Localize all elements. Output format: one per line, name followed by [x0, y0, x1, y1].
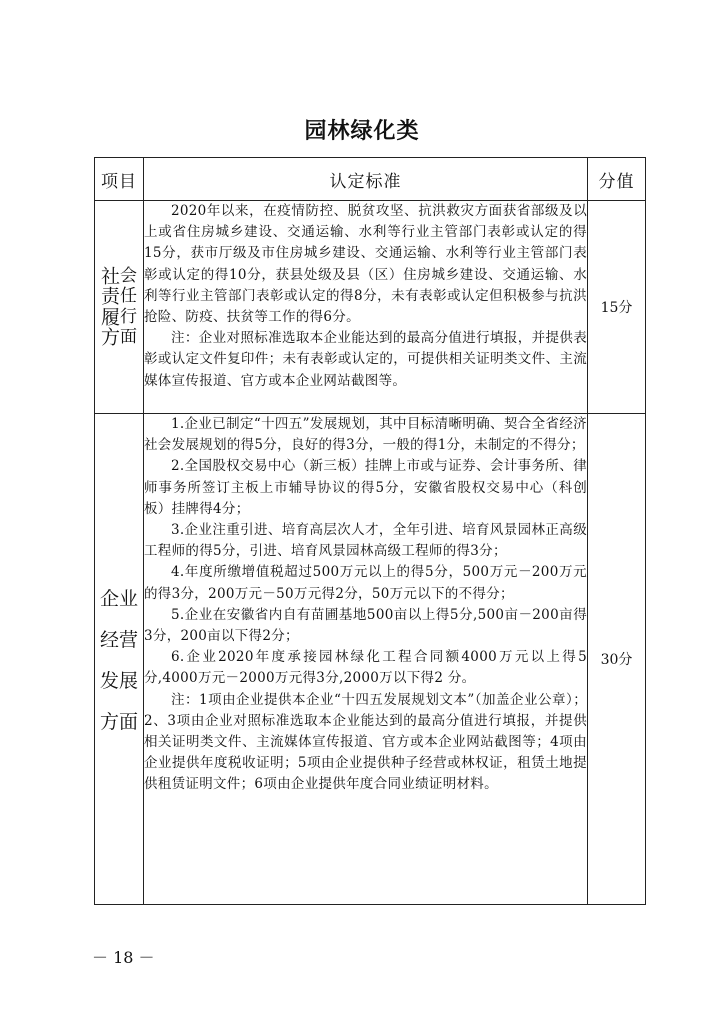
item-char: 方 — [100, 326, 120, 349]
item-line: 发展 — [99, 670, 138, 692]
item-social-responsibility — [95, 201, 144, 414]
table-row — [95, 414, 646, 905]
criteria-paragraph: 2020年以来，在疫情防控、脱贫攻坚、抗洪救灾方面获省部级及以上或省住房城乡建设、交通运输、水利等行业主管部门表彰或认定的得15分，获市厅级及市住房城乡建设、交通运输、水利等行业主管部门表彰或认定的得10分，获县处级及县（区）住房城乡建设、交通运输、水利等行业主管部门表彰或认定的得8分，未有表彰或认定但积极参与抗洪抢险、防疫、扶贫等工作的得6分。 — [144, 203, 587, 326]
criteria-note: 注：1项由企业提供本企业“十四五发展规划文本”（加盖企业公章）；2、3项由企业对照标准选取本企业能达到的最高分值进行填报，并提供相关证明类文件、主流媒体宣传报道、官方或本企业网站截图等；4项由企业提供年度税收证明；5项由企业提供种子经营或林权证，租赁土地提供租赁证明文件；6项由企业提供年度合同业绩证明材料。 — [144, 691, 587, 793]
item-char: 社 — [100, 265, 120, 288]
criteria-paragraph: 4.年度所缴增值税超过500万元以上的得5分，500万元－200万元的得3分，200万元－50万元得2分，50万元以下的不得分； — [144, 564, 587, 602]
item-char: 任 — [120, 286, 137, 307]
item-char: 会 — [120, 265, 137, 286]
document-title: 园林绿化类 — [304, 119, 420, 144]
criteria-note: 注：企业对照标准选取本企业能达到的最高分值进行填报，并提供表彰或认定文件复印件；未有表彰或认定的，可提供相关证明类文件、主流媒体宣传报道、官方或本企业网站截图等。 — [144, 330, 587, 389]
item-char: 履 — [100, 306, 120, 329]
item-char: 面 — [120, 327, 137, 348]
header-criteria: 认定标准 — [144, 158, 588, 201]
criteria-paragraph: 3.企业注重引进、培育高层次人才，全年引进、培育风景园林正高级工程师的得5分，引进、培育风景园林高级工程师的得3分； — [144, 522, 587, 560]
criteria-social-responsibility — [144, 201, 588, 414]
score-social-responsibility: 15分 — [588, 201, 646, 414]
item-char: 责 — [100, 285, 120, 308]
item-line: 经营 — [99, 629, 138, 651]
score-business-development: 30分 — [588, 414, 646, 905]
table-header-row — [95, 158, 646, 201]
page-number: － 18 － — [92, 948, 155, 967]
item-line: 方面 — [99, 711, 138, 733]
header-score: 分值 — [588, 158, 646, 201]
criteria-paragraph: 6.企业2020年度承接园林绿化工程合同额4000万元以上得5分,4000万元－2000万元得3分,2000万以下得2 分。 — [144, 649, 587, 687]
item-business-development — [95, 414, 144, 905]
criteria-business-development — [144, 414, 588, 905]
criteria-table — [94, 157, 646, 905]
criteria-paragraph: 2.全国股权交易中心（新三板）挂牌上市或与证券、会计事务所、律师事务所签订主板上市辅导协议的得5分，安徽省股权交易中心（科创板）挂牌得4分； — [144, 458, 587, 517]
header-item: 项目 — [95, 158, 144, 201]
table-row — [95, 201, 646, 414]
criteria-paragraph: 5.企业在安徽省内自有苗圃基地500亩以上得5分,500亩－200亩得3分，200亩以下得2分； — [144, 606, 587, 645]
item-line: 企业 — [99, 588, 138, 610]
criteria-paragraph: 1.企业已制定“十四五”发展规划，其中目标清晰明确、契合全省经济社会发展规划的得5分，良好的得3分，一般的得1分，未制定的不得分； — [144, 416, 587, 454]
item-char: 行 — [120, 306, 137, 327]
